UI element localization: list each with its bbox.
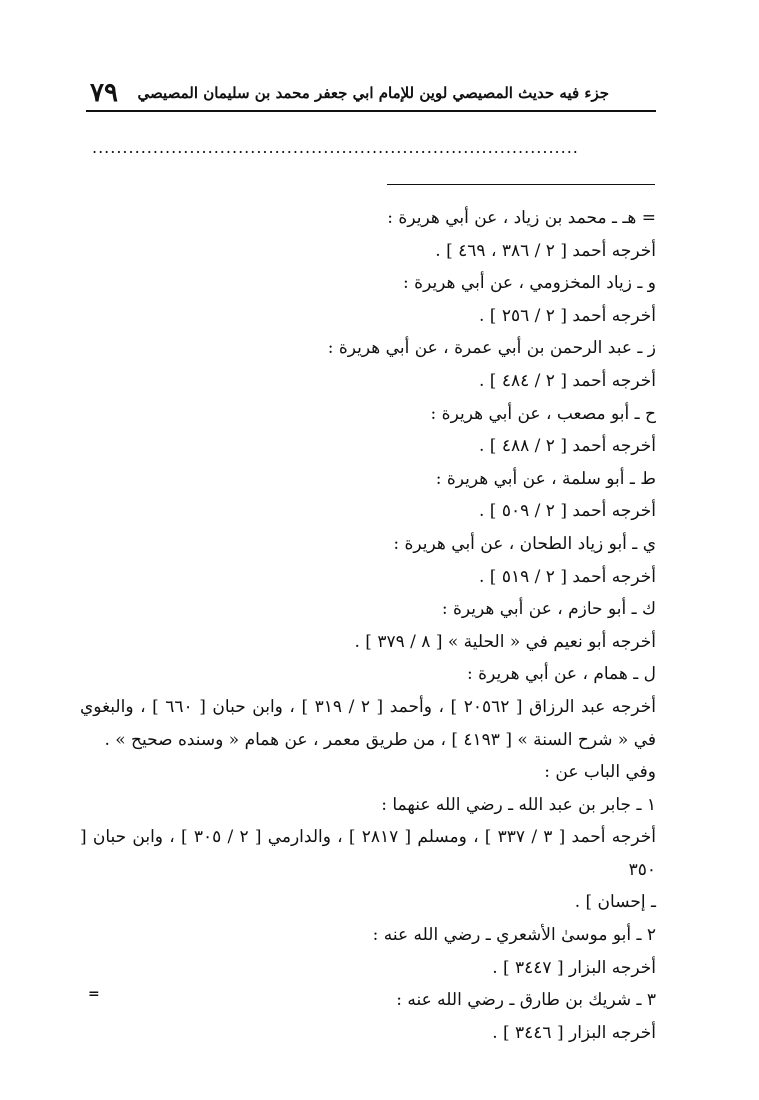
footnote-body bbox=[80, 202, 656, 1049]
text-line: و ـ زياد المخزومي ، عن أبي هريرة : bbox=[403, 273, 656, 294]
text-line: أخرجه أحمد [ ٢ / ٤٨٤ ] . bbox=[479, 370, 656, 391]
text-line: ط ـ أبو سلمة ، عن أبي هريرة : bbox=[435, 468, 656, 489]
footnote-rule bbox=[387, 184, 655, 185]
text-line: ي ـ أبو زياد الطحان ، عن أبي هريرة : bbox=[393, 533, 656, 554]
running-head: جزء فيه حديث المصيصي لوين للإمام ابي جعفر محمد بن سليمان المصيصي bbox=[137, 84, 609, 102]
text-line: ٣ ـ شريك بن طارق ـ رضي الله عنه : bbox=[396, 990, 656, 1011]
text-line: أخرجه البزار [ ٣٤٤٦ ] . bbox=[492, 1022, 656, 1043]
text-line: أخرجه أحمد [ ٢ / ٢٥٦ ] . bbox=[479, 305, 656, 326]
text-line: أخرجه أحمد [ ٢ / ٣٨٦ ، ٤٦٩ ] . bbox=[435, 240, 656, 261]
text-line: ح ـ أبو مصعب ، عن أبي هريرة : bbox=[430, 403, 656, 424]
text-line: أخرجه أحمد [ ٢ / ٤٨٨ ] . bbox=[479, 436, 656, 457]
dotted-separator: ................................................................................ bbox=[92, 138, 579, 157]
text-line: أخرجه أبو نعيم في « الحلية » [ ٨ / ٣٧٩ ] . bbox=[354, 631, 656, 652]
header-rule bbox=[86, 110, 656, 112]
text-line: ل ـ همام ، عن أبي هريرة : bbox=[467, 664, 656, 685]
text-line: وفي الباب عن : bbox=[544, 762, 656, 783]
text-line: = هـ ـ محمد بن زياد ، عن أبي هريرة : bbox=[387, 208, 656, 228]
page-number: ٧٩ bbox=[90, 78, 118, 108]
text-line: أخرجه عبد الرزاق [ ٢٠٥٦٢ ] ، وأحمد [ ٢ / ٣١٩ ] ، وابن حبان [ ٦٦٠ ] ، والبغوي bbox=[80, 696, 656, 717]
text-line: أخرجه أحمد [ ٢ / ٥٠٩ ] . bbox=[479, 501, 656, 522]
text-line: في « شرح السنة » [ ٤١٩٣ ] ، من طريق معمر ، عن همام « وسنده صحيح » . bbox=[104, 729, 656, 750]
text-line: ٢ ـ أبو موسىٰ الأشعري ـ رضي الله عنه : bbox=[372, 925, 656, 946]
text-line: أخرجه أحمد [ ٢ / ٥١٩ ] . bbox=[479, 566, 656, 587]
text-line: ـ إحسان ] . bbox=[574, 892, 656, 913]
continuation-mark: = bbox=[88, 986, 100, 1002]
text-line: ز ـ عبد الرحمن بن أبي عمرة ، عن أبي هريرة : bbox=[327, 338, 656, 359]
text-line: أخرجه البزار [ ٣٤٤٧ ] . bbox=[492, 957, 656, 978]
text-line: ك ـ أبو حازم ، عن أبي هريرة : bbox=[441, 599, 656, 620]
text-line: أخرجه أحمد [ ٣ / ٣٣٧ ] ، ومسلم [ ٢٨١٧ ] ، والدارمي [ ٢ / ٣٠٥ ] ، وابن حبان [ ٣٥٠ bbox=[80, 827, 656, 880]
text-line: ١ ـ جابر بن عبد الله ـ رضي الله عنهما : bbox=[381, 794, 656, 815]
